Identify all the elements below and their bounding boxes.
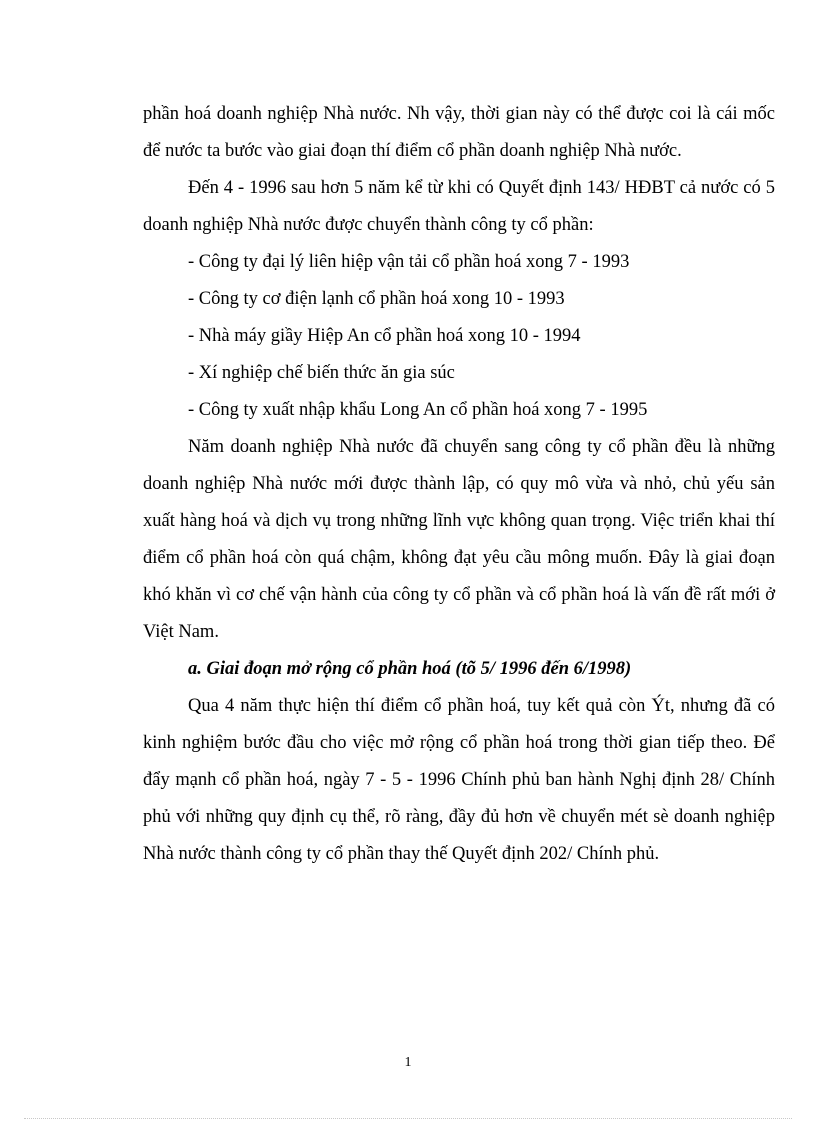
list-item: - Công ty xuất nhập khẩu Long An cổ phần hoá xong 7 - 1995 bbox=[188, 400, 648, 420]
list-item: - Công ty đại lý liên hiệp vận tải cổ phần hoá xong 7 - 1993 bbox=[188, 252, 630, 272]
page-bottom-divider bbox=[24, 1118, 792, 1119]
paragraph-evaluation: Năm doanh nghiệp Nhà nước đã chuyển sang công ty cổ phần đều là những doanh nghiệp Nhà nước mới được thành lập, có quy mô vừa và nhỏ, chủ yếu sản xuất hàng hoá và dịch vụ trong những lĩnh vực không quan trọng. Việc triển khai thí điểm cổ phần hoá còn quá chậm, không đạt yêu cầu mông muốn. Đây là giai đoạn khó khăn vì cơ chế vận hành của công ty cổ phần và cổ phần hoá là vấn đề rất mới ở Việt Nam. bbox=[143, 437, 775, 642]
document-body bbox=[143, 96, 775, 873]
page-number: 1 bbox=[404, 1055, 412, 1070]
paragraph-expansion: Qua 4 năm thực hiện thí điểm cổ phần hoá, tuy kết quả còn Ýt, nhưng đã có kinh nghiệm bước đầu cho việc mở rộng cổ phần hoá trong thời gian tiếp theo. Để đẩy mạnh cổ phần hoá, ngày 7 - 5 - 1996 Chính phủ ban hành Nghị định 28/ Chính phủ với những quy định cụ thể, rõ ràng, đầy đủ hơn về chuyển mét sè doanh nghiệp Nhà nước thành công ty cổ phần thay thế Quyết định 202/ Chính phủ. bbox=[143, 696, 775, 864]
list-item: - Xí nghiệp chế biến thức ăn gia súc bbox=[188, 363, 455, 383]
paragraph-enterprise-count: Đến 4 - 1996 sau hơn 5 năm kể từ khi có Quyết định 143/ HĐBT cả nước có 5 doanh nghiệp Nhà nước được chuyển thành công ty cổ phần: bbox=[143, 178, 775, 235]
list-item: - Công ty cơ điện lạnh cổ phần hoá xong 10 - 1993 bbox=[188, 289, 565, 309]
paragraph-continuation: phần hoá doanh nghiệp Nhà nước. Nh vậy, thời gian này có thể được coi là cái mốc để nước ta bước vào giai đoạn thí điểm cổ phần doanh nghiệp Nhà nước. bbox=[143, 104, 775, 161]
list-item: - Nhà máy giầy Hiệp An cổ phần hoá xong 10 - 1994 bbox=[188, 326, 581, 346]
section-heading: a. Giai đoạn mở rộng cổ phần hoá (tõ 5/ 1996 đến 6/1998) bbox=[188, 659, 632, 679]
